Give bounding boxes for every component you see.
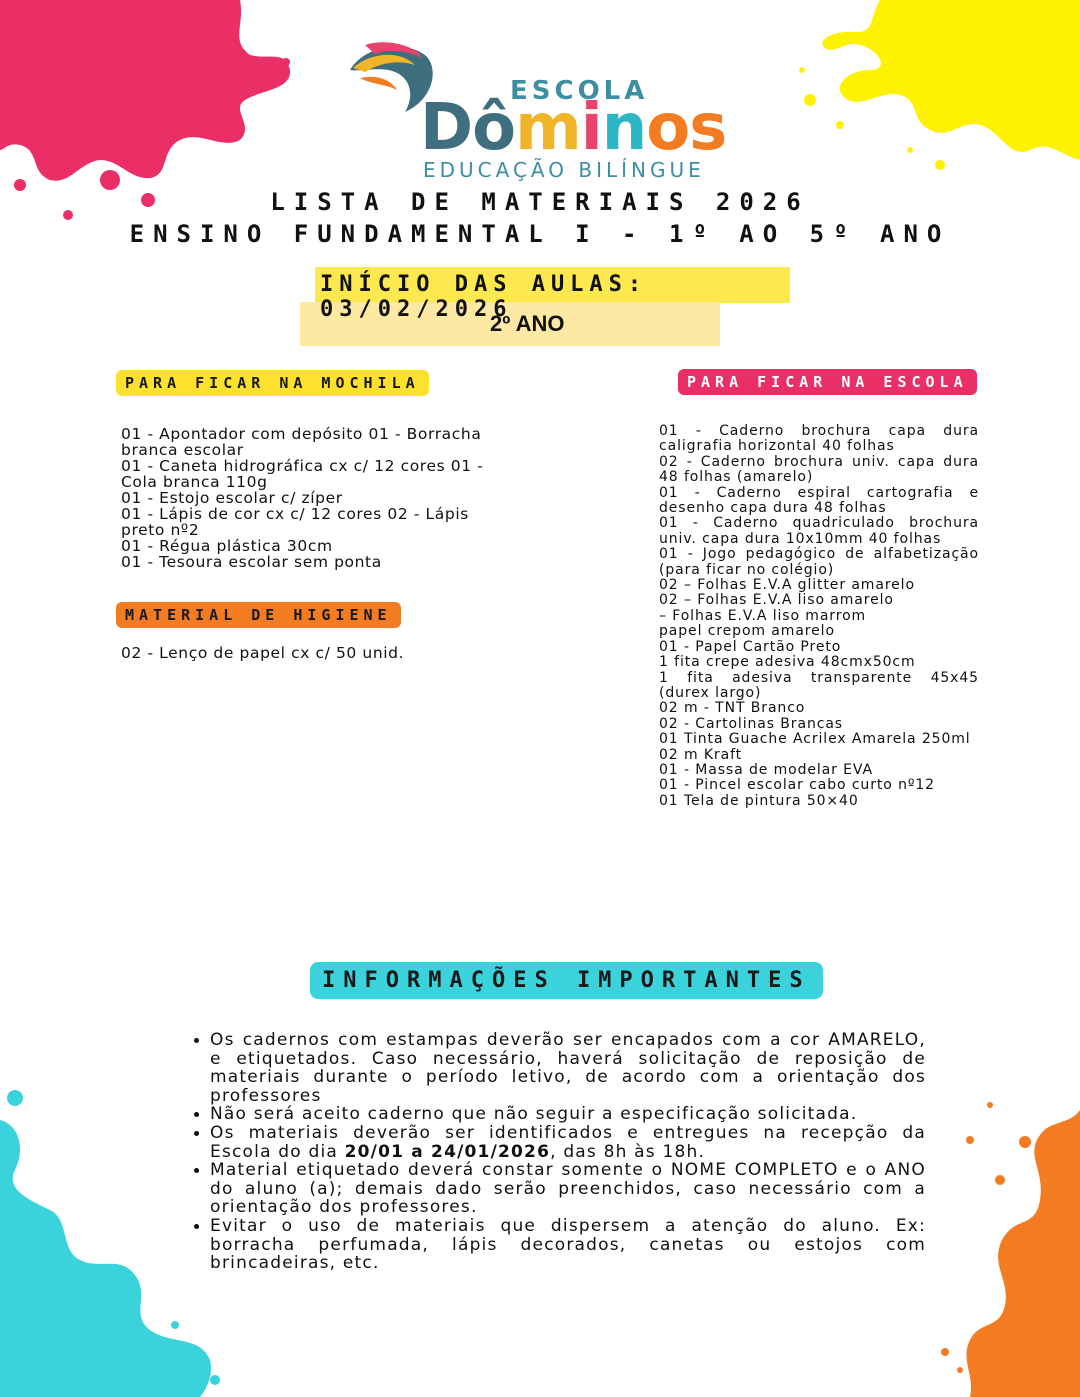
mochila-list [121,426,506,570]
list-item: 02 – Folhas E.V.A glitter amarelo [659,577,915,594]
list-item: 01 - Estojo escolar c/ zíper [121,489,343,507]
document-title: LISTA DE MATERIAIS 2026 [270,188,810,216]
section-title-escola: PARA FICAR NA ESCOLA [678,369,977,395]
list-item: 02 - Cartolinas Brancas [659,715,843,732]
grade-label: 2º ANO [490,311,565,336]
list-item: 01 - Apontador com depósito 01 - Borracha branca escolar [121,425,482,459]
start-date-text: INÍCIO DAS AULAS: 03/02/2026 [320,272,648,322]
list-item: • Evitar o uso de materiais que dispersem a atenção do aluno. Ex: borracha perfumada, lápis decorados, canetas ou estojos com brincadeiras, etc. [210,1217,926,1273]
list-item: 01 - Massa de modelar EVA [659,761,873,778]
section-title-info: INFORMAÇÕES IMPORTANTES [310,962,823,999]
list-item: • Os cadernos com estampas deverão ser encapados com a cor AMARELO, e etiquetados. Caso necessário, haverá solicitação de reposição de materiais durante o período letivo, de acordo com a orientação dos professores [210,1031,926,1105]
list-item: 02 - Caderno brochura univ. capa dura 48 folhas (amarelo) [659,453,979,486]
section-title-mochila: PARA FICAR NA MOCHILA [116,370,429,396]
delivery-dates: 20/01 a 24/01/2026 [344,1141,551,1162]
list-item: 01 Tela de pintura 50×40 [659,792,859,809]
list-item: 01 - Lápis de cor cx c/ 12 cores 02 - Lápis preto nº2 [121,505,469,539]
logo-subtitle: EDUCAÇÃO BILÍNGUE [423,158,705,182]
logo-dominos-text: Dôminos [420,91,727,165]
document-subtitle: ENSINO FUNDAMENTAL I - 1º AO 5º ANO [129,220,951,248]
list-item: 02 m Kraft [659,746,743,763]
important-info-list [187,1031,926,1273]
list-item: 1 fita crepe adesiva 48cmx50cm [659,654,916,671]
list-item: 01 - Caderno espiral cartografia e desenho capa dura 48 folhas [659,484,979,517]
list-item: 01 - Tesoura escolar sem ponta [121,553,382,571]
list-item: papel crepom amarelo [659,623,835,640]
list-item: 01 - Régua plástica 30cm [121,537,333,555]
list-item: • Material etiquetado deverá constar somente o NOME COMPLETO e o ANO do aluno (a); demais dado serão preenchidos, caso necessário com a orientação dos professores. [210,1161,926,1217]
higiene-list [121,645,506,661]
start-date-banner [300,262,800,352]
list-item: – Folhas E.V.A liso marrom [659,607,867,624]
list-item: 01 - Pincel escolar cabo curto nº12 [659,777,935,794]
logo-escola-text: ESCOLA [510,76,649,106]
list-item: 02 - Lenço de papel cx c/ 50 unid. [121,644,405,662]
orange-paint-splash [930,1090,1080,1397]
list-item: 01 - Caneta hidrográfica cx c/ 12 cores 01 - Cola branca 110g [121,457,484,491]
list-item: • Os materiais deverão ser identificados e entregues na recepção da Escola do dia 20/01 a 24/01/2026, das 8h às 18h. [210,1124,926,1161]
list-item: 01 - Jogo pedagógico de alfabetização (para ficar no colégio) [659,546,979,578]
list-item: 01 - Caderno brochura capa dura caligrafia horizontal 40 folhas [659,423,979,455]
list-item: 01 - Papel Cartão Preto [659,638,842,655]
escola-list [659,424,979,809]
yellow-paint-splash [790,0,1080,200]
list-item: 01 Tinta Guache Acrilex Amarela 250ml [659,731,971,748]
list-item: • Não será aceito caderno que não seguir a especificação solicitada. [210,1105,926,1124]
list-item: 1 fita adesiva transparente 45x45 (durex largo) [659,669,979,701]
list-item: 02 – Folhas E.V.A liso amarelo [659,592,894,609]
list-item: 02 m - TNT Branco [659,700,806,717]
list-item: 01 - Caderno quadriculado brochura univ. capa dura 10x10mm 40 folhas [659,515,979,547]
section-title-higiene: MATERIAL DE HIGIENE [116,602,401,628]
school-logo [345,40,727,185]
